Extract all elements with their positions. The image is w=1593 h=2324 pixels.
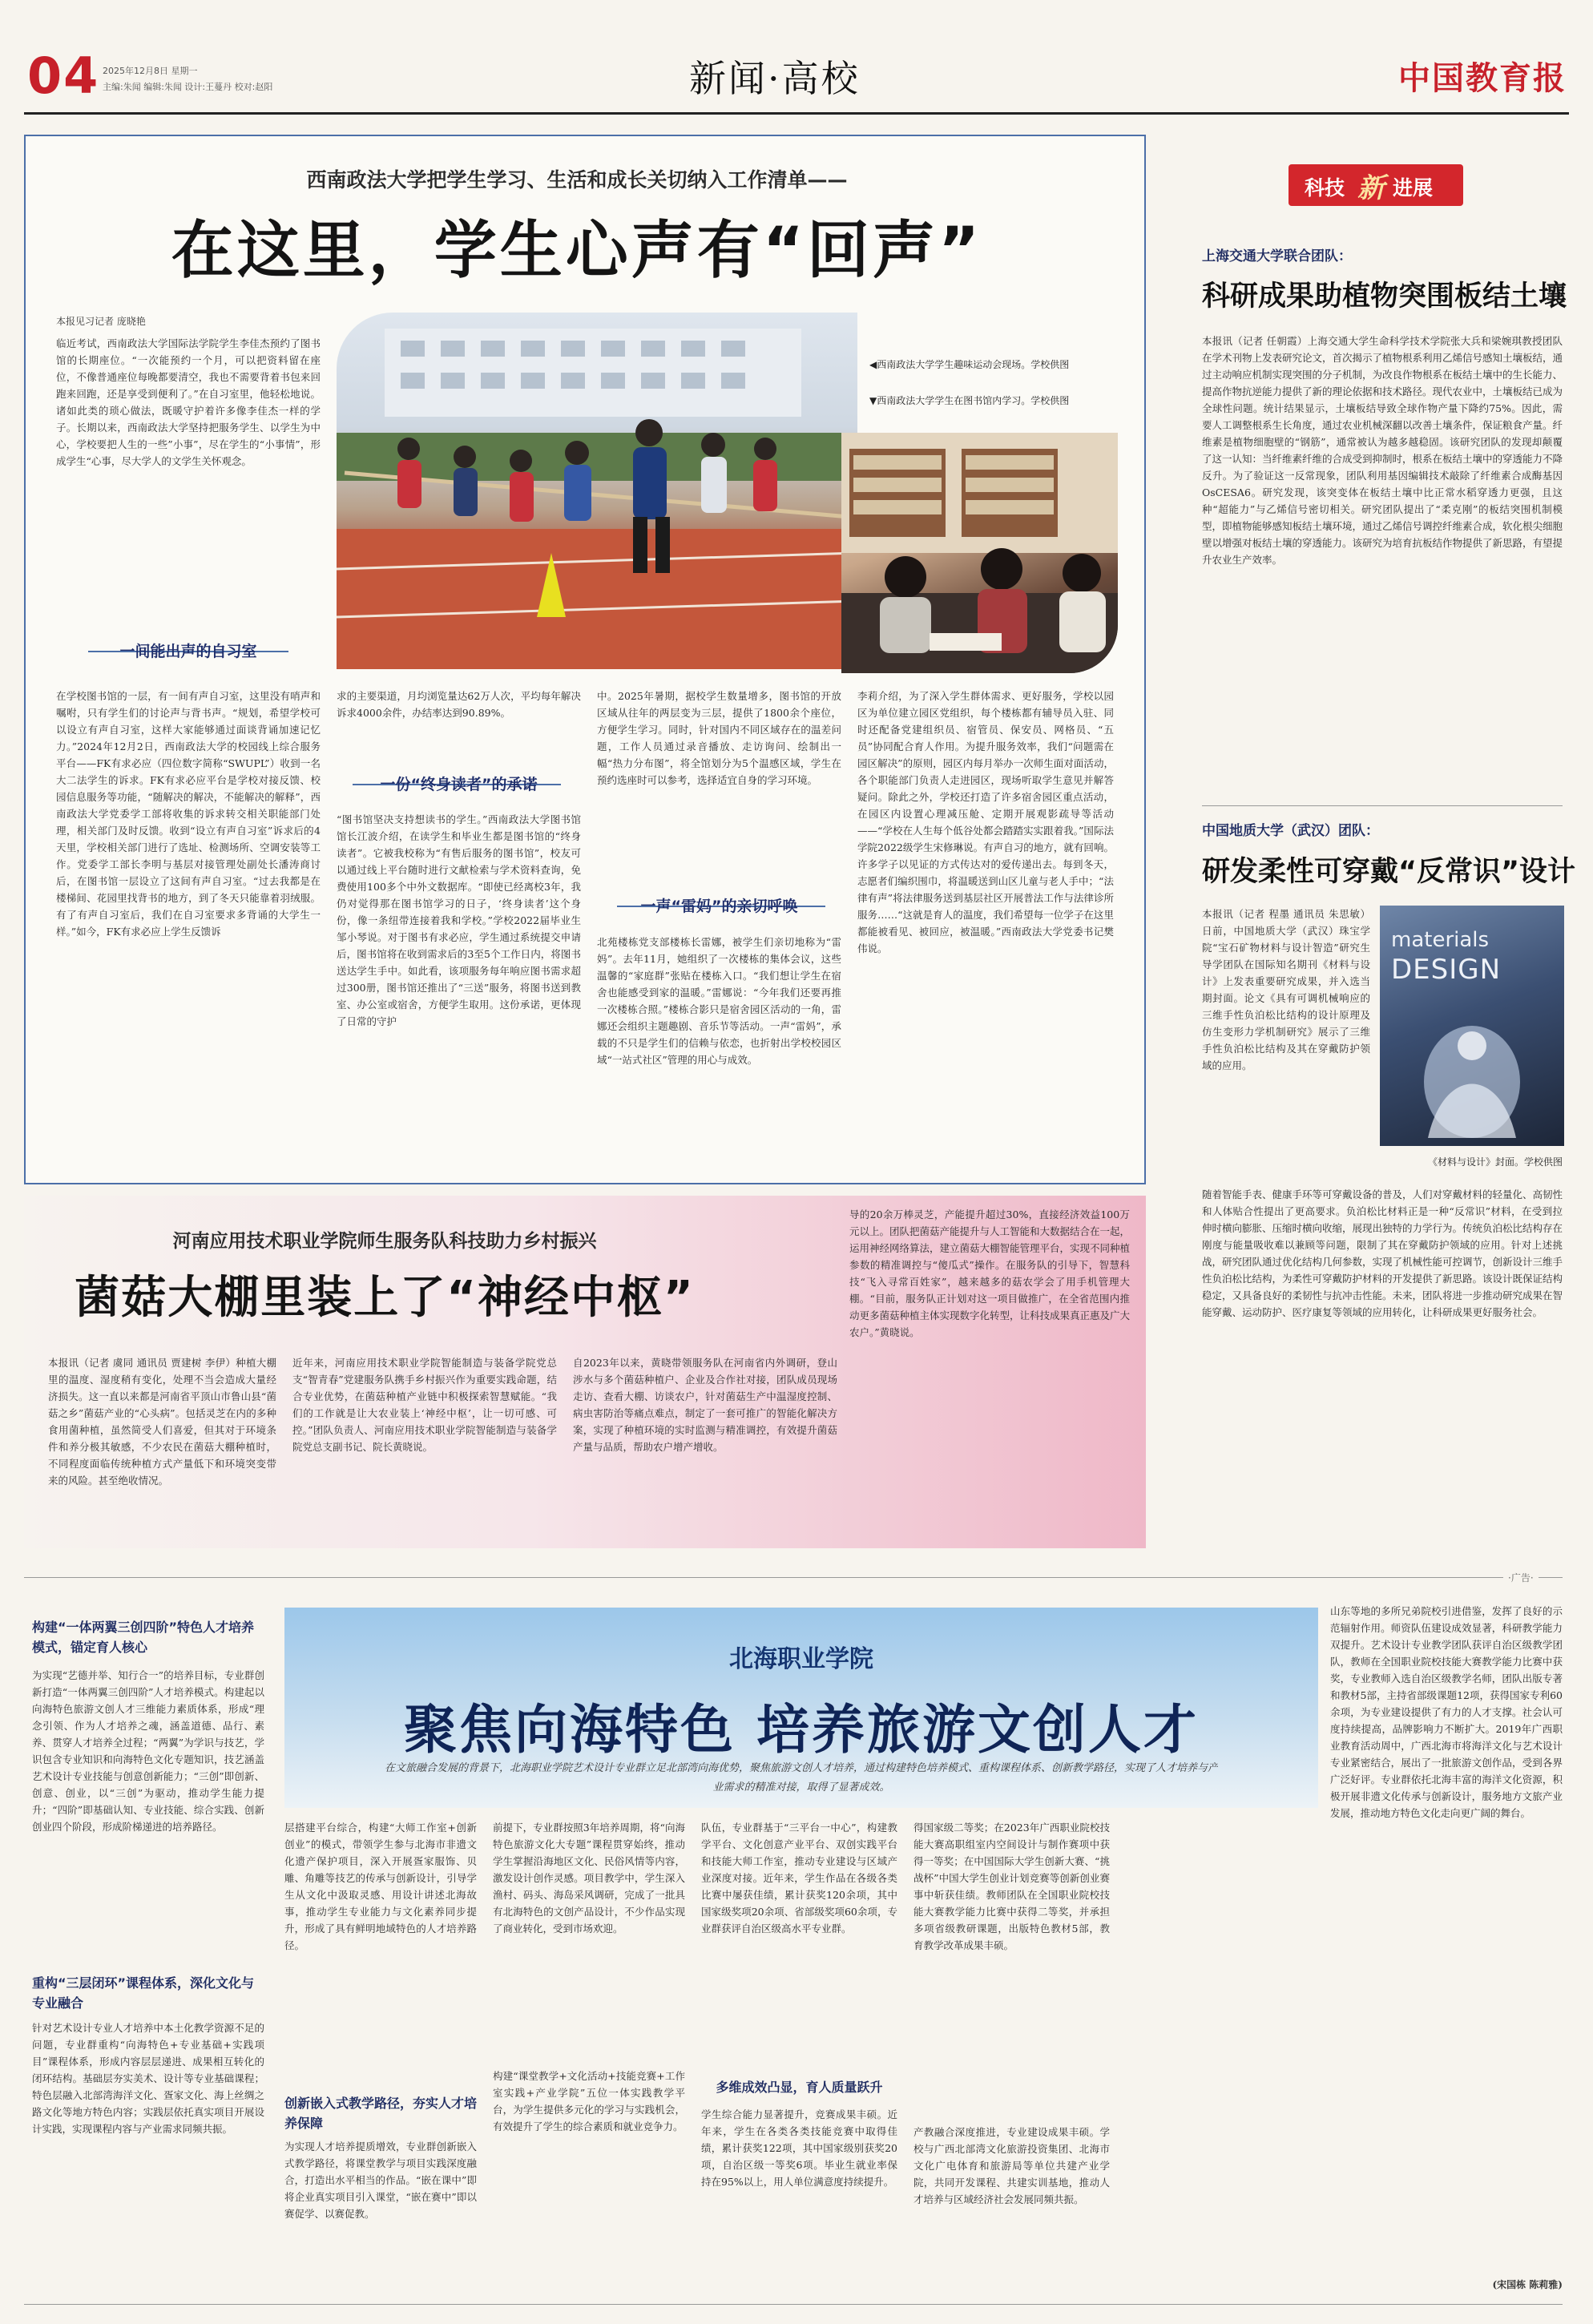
tech-progress-badge xyxy=(1289,164,1463,206)
article1-byline: 本报见习记者 庞晓艳 xyxy=(56,316,146,327)
ad-divider xyxy=(24,1577,1563,1578)
story1-kicker: 上海交通大学联合团队： xyxy=(1202,248,1352,264)
sports-day-illustration xyxy=(337,313,857,669)
story1-body: 本报讯（记者 任朝霞）上海交通大学生命科学技术学院张大兵和梁婉琪教授团队在学术刊物上发表研究论文，首次揭示了植物根系利用乙烯信号感知土壤板结，通过主动响应机制实现突围的分子机制，为改良作物根系在板结土壤中的生长能力、提高作物抗逆能力提供了新的理论依据和技术路径。现代农业中，土壤板结已成为全球性问题。统计结果显示，土壤板结导致全球作物产量下降约75%。因此，需要人工调整根系生长角度，通过农业机械深翻以改善土壤条件，保证粮食产量。纤维素是植物细胞壁的“钢筋”，通常被认为越多越稳固。该研究团队的发现却颠覆了这一认知：当纤维素纤维的合成受到抑制时，根系在板结土壤中的穿透能力不降反升。为了验证这一反常现象，团队利用基因编辑技术敲除了纤维素合成酶基因OsCESA6。研究发现，该突变体在板结土壤中比正常水稻穿透力更强，且这种“超能力”与乙烯信号密切相关。研究团队提出了“柔克刚”的板结突围机制模型，即植物能够感知板结土壤环境，通过乙烯信号调控纤维素合成，软化根尖细胞壁以增强对板结土壤的穿透能力。该研究为培育抗板结作物提供了新思路，有望提升农业生产效率。 xyxy=(1202,335,1563,566)
article1-headline: 在这里，学生心声有“回声” xyxy=(171,215,983,287)
article2-kicker: 河南应用技术职业学院师生服务队科技助力乡村振兴 xyxy=(172,1231,597,1252)
cover-title-line1: materials xyxy=(1391,928,1490,952)
article2-column3: 自2023年以来，黄晓带领服务队在河南省内外调研，登山涉水与多个菌菇种植户、企业及合作社对接，团队成员现场走访、查看大棚、访谈农户，针对菌菇生产中温湿度控制、病虫害防治等痛点难点，制定了一套可推广的智能化解决方案，实现了种植环境的实时监测与精准调控，有效提升菌菇产量与品质，帮助农户增产增收。 xyxy=(573,1357,837,1453)
section-title-lei-ma: 一声“雷妈”的亲切呼唤 xyxy=(640,898,798,915)
article3-column5-body2: 产教融合深度推进，专业建设成果丰硕。学校与广西北部湾文化旅游投资集团、北海市文化广电体育和旅游局等单位共建产业学院，共同开发课程、共建实训基地，推动人才培养与区域经济社会发展同频共振。 xyxy=(913,2126,1110,2205)
article3-left-title2: 重构“三层闭环”课程体系，深化文化与专业融合 xyxy=(32,1975,255,2011)
photo-caption-library: ▼西南政法大学学生在图书馆内学习。学校供图 xyxy=(869,395,1070,406)
sports-day-photo xyxy=(337,313,857,669)
badge-text-progress: 进展 xyxy=(1393,176,1434,200)
article3-column3-body2: 构建“课堂教学+文化活动+技能竞赛+工作室实践+产业学院”五位一体实践教学平台，为学生提供多元化的学习与实践机会，有效提升了学生的综合素质和就业竞争力。 xyxy=(493,2070,685,2132)
story2-headline: 研发柔性可穿戴“反常识”设计 xyxy=(1202,856,1576,888)
journal-cover-caption: 《材料与设计》封面。学校供图 xyxy=(1427,1156,1563,1168)
article2-column2: 近年来，河南应用技术职业学院智能制造与装备学院党总支“智青春”党建服务队携手乡村振兴作为重要实践命题，结合专业优势，在菌菇种植产业链中积极探索智慧赋能。“我们的工作就是让大农业装上‘神经中枢’，让一切可感、可控。”团队负责人、河南应用技术职业学院智能制造与装备学院党总支副书记、院长黄晓说。 xyxy=(292,1357,557,1453)
article3-school-name: 北海职业学院 xyxy=(729,1645,873,1673)
badge-text-new: 新 xyxy=(1357,172,1385,204)
story-divider xyxy=(1202,805,1563,806)
library-illustration xyxy=(841,433,1118,673)
article1-column3b: 北苑楼栋党支部楼栋长雷娜，被学生们亲切地称为“雷妈”。去年11月，她组织了一次楼栋的集体会议，这些温馨的“家庭群”张贴在楼栋入口。“我们想让学生在宿舍也能感受到家的温暖。”雷娜说：“今年我们还要再推一次楼栋合照。”楼栋合影只是宿舍园区活动的一角，雷娜还会组织主题趣剧、音乐节等活动。一声“雷妈”，承载的不只是学生们的信赖与依恋，也折射出学校校园区域“一站式社区”管理的用心与成效。 xyxy=(597,936,841,1066)
cover-title-line2: DESIGN xyxy=(1391,954,1502,986)
edition-title: 新闻·高校 xyxy=(689,57,861,100)
masthead-logo: 中国教育报 xyxy=(1398,59,1567,97)
article3-intro: 在文旅融合发展的背景下，北海职业学院艺术设计专业群立足北部湾向海优势，聚焦旅游文创人才培养，通过构建特色培养模式、重构课程体系、创新教学路径，实现了人才培养与产业需求的精准对接，取得了显著成效。 xyxy=(385,1762,1218,1793)
article1-column4: 李莉介绍，为了深入学生群体需求、更好服务，学校以园区为单位建立园区党组织，每个楼栋都有辅导员入驻、同时还配备党建组织员、宿管员、保安员、网格员、“五员”协同配合育人作用。为提升服务效率，我们“问题需在园区解决”的原则，园区内每月举办一次师生面对面活动，各个职能部门负责人走进园区，现场听取学生意见并解答疑问。除此之外，学校还打造了许多宿舍园区重点活动，在园区内设置心理减压舱、定期开展观影疏导等活动——“学校在人生每个低谷处都会踏踏实实跟着我。”国际法学院2022级学生宋修琳说。有声自习的地方，就有回响。许多学子以见证的方式传达对的爱传递出去。每到冬天，志愿者们编织围巾，将温暖送到山区儿童与老人手中；“法律有声”将法律服务送到基层社区开展普法工作与法律诊所服务……“这就是育人的温度，我们希望每一位学子在这里都能被看见、被回应，被温暖。”西南政法大学党委书记樊伟说。 xyxy=(857,690,1114,954)
story2-body-left: 本报讯（记者 程墨 通讯员 朱思敏）日前，中国地质大学（武汉）珠宝学院“宝石矿物材料与设计智造”研究生导学团队在国际知名期刊《材料与设计》上发表重要研究成果，并入选当期封面。论文《具有可调机械响应的三维手性负泊松比结构的设计原理及仿生变形力学机制研究》展示了三维手性负泊松比结构及其在穿戴防护领域的应用。 xyxy=(1202,908,1370,1071)
article3-left-body2: 针对艺术设计专业人才培养中本土化教学资源不足的问题，专业群重构“向海特色+专业基础+实践项目”课程体系，形成内容层层递进、成果相互转化的闭环结构。基础层夯实美术、设计等专业基础课程；特色层融入北部湾海洋文化、疍家文化、海上丝绸之路文化等地方特色内容；实践层依托真实项目开展设计实践，实现课程内容与产业需求同频共振。 xyxy=(32,2022,264,2135)
story2-kicker: 中国地质大学（武汉）团队： xyxy=(1202,823,1379,839)
footer-rule xyxy=(24,2304,1563,2305)
section-title-study-room: 一间能出声的自习室 xyxy=(119,643,257,660)
date-line: 2025年12月8日 星期一 xyxy=(103,66,198,76)
staff-line: 主编:朱闻 编辑:朱闻 设计:王蔓丹 校对:赵阳 xyxy=(103,82,273,92)
badge-text-tech: 科技 xyxy=(1305,176,1345,200)
article3-column2-body2: 为实现人才培养提质增效，专业群创新嵌入式教学路径，将课堂教学与项目实践深度融合，打造出水平相当的作品。“嵌在课中”即将企业真实项目引入课堂，“嵌在赛中”即以赛促学、以赛促教。 xyxy=(284,2140,477,2220)
article1-column1: 在学校图书馆的一层，有一间有声自习室，这里没有哨声和嘱咐，只有学生们的讨论声与背书声。“规划，希望学校可以设立有声自习室，这样大家能够通过面谈背诵加速记忆力。”2024年12月2日，西南政法大学的校园线上综合服务平台——FK有求必应（四位数字简称“SWUPL”）收到一名大二法学生的诉求。FK有求必应平台是学校对接反馈、校园信息服务等功能，“随解决的解决，不能解决的解释”，西南政法大学党委学工部将收集的诉求转交相关职能部门处理，相关部门及时反馈。收到“设立有声自习室”诉求后的4天里，学校相关部门进行了选址、检测场所、空调安装等工作。党委学工部长李明与基层对接管理处副处长潘涛商讨后，在图书馆一层设立了这间有声自习室。“过去我都是在楼梯间、花园里找背书的地方，到了冬天只能靠着羽绒服。有了有声自习室后，我们在自习室要求多背诵的大学生一样。”如今，FK有求必应上学生反馈诉 xyxy=(56,690,321,938)
article1-lead: 临近考试，西南政法大学国际法学院学生李佳杰预约了图书馆的长期座位。“一次能预约一个月，可以把资料留在座位，不像普通座位每晚都要清空，我也不需要背着书包来回跑来回跑，还是享受到便利了。”在自习室里，他轻松地说。诸如此类的琐心做法，既暖守护着许多像李佳杰一样的学子。长期以来，西南政法大学坚持把服务学生、以学生为中心，学校要把人生的一些”小事”，尽在学生的“小事情”，形成学生“心事，尽大学人的文学生关怀观念。 xyxy=(56,337,321,467)
article3-column5-body: 得国家级二等奖；在2023年广西职业院校技能大赛高职组室内空间设计与制作赛项中获得一等奖；在中国国际大学生创新大赛、“挑战杯”中国大学生创业计划竞赛等创新创业赛事中斩获佳绩。教师团队在全国职业院校技能大赛教学能力比赛中获得二等奖，并承担多项省级教研课题，出版特色教材5部，教育教学改革成果丰硕。 xyxy=(913,1822,1110,1951)
article3-headline: 聚焦向海特色 培养旅游文创人才 xyxy=(404,1699,1199,1761)
photo-caption-sports: ◀西南政法大学学生趣味运动会现场。学校供图 xyxy=(869,359,1070,370)
journal-cover-image xyxy=(1380,906,1564,1146)
article1-column2a: 求的主要渠道，月均浏览量达62万人次，平均每年解决诉求4000余件，办结率达到90.89%。 xyxy=(337,690,581,719)
article2-column1: 本报讯（记者 虞同 通讯员 贾建树 李伊）种植大棚里的温度、湿度稍有变化，处理不当会造成大量经济损失。这一直以来都是河南省平顶山市鲁山县“菌菇之乡”菌菇产业的“心头病”。包括灵芝在内的多种食用菌种植，虽然简受人们喜爱，但其对于环境条件和养分极其敏感，不少农民在菌菇大棚种植时，不同程度面临传统种植方式产量低下和环境突变带来的风险。甚至绝收情况。 xyxy=(48,1357,276,1487)
article3-signature: (宋国栋 陈莉雅) xyxy=(1492,2279,1563,2290)
article3-column4-title: 多维成效凸显，育人质量跃升 xyxy=(716,2080,883,2095)
article3-column2-title: 创新嵌入式教学路径，夯实人才培养保障 xyxy=(284,2096,478,2131)
article3-left-body: 为实现“艺德并举、知行合一”的培养目标，专业群创新打造“一体两翼三创四阶”人才培养模式。构建起以向海特色旅游文创人才三维能力素质体系，形成“理念引领、作为人才培养之魂，涵盖道德、品行、素养、贯穿人才培养全过程；“两翼”为学识与技艺，学识包含专业知识和向海特色文化专题知识，技艺涵盖艺术设计专业技能与创意创新能力；“三创”即创新、创意、创业，以“三创”为驱动，推动学生能力提升；“四阶”即基础认知、专业技能、综合实践、创新创业四个阶段，形成阶梯递进的培养路径。 xyxy=(32,1669,264,1833)
article3-left-title: 构建“一体两翼三创四阶”特色人才培养模式，锚定育人核心 xyxy=(32,1620,255,1655)
article2-column4: 导的20余万棒灵芝，产能提升超过30%，直接经济效益100万元以上。团队把菌菇产能提升与人工智能和大数据结合在一起，运用神经网络算法，建立菌菇大棚智能管理平台，实现不同种植参数的精准调控与“傻瓜式”操作。在服务队的引导下，智慧科技“飞入寻常百姓家”，越来越多的菇农学会了用手机管理大棚。“目前，服务队正计划对这一项目做推广，在全省范围内推动更多菌菇种植主体实现数字化转型，让科技成果真正惠及广大农户。”黄晓说。 xyxy=(849,1208,1130,1338)
article1-kicker: 西南政法大学把学生学习、生活和成长关切纳入工作清单—— xyxy=(306,168,848,192)
article3-column4-body: 队伍，专业群基于“三平台一中心”，构建教学平台、文化创意产业平台、双创实践平台和技能大师工作室，推动专业建设与区域产业深度对接。近年来，学生作品在各级各类比赛中屡获佳绩，累计获奖120余项，其中国家级奖项20余项、省部级奖项60余项，专业群获评自治区级高水平专业群。 xyxy=(701,1822,897,1935)
cover-figure-graphic xyxy=(1380,1002,1564,1146)
ad-label: ·广告· xyxy=(1503,1571,1539,1584)
article3-column2-body: 层搭建平台综合，构建“大师工作室+创新创业”的模式，带领学生参与北海市非遗文化遗产保护项目，深入开展疍家服饰、贝雕、角雕等技艺的传承与创新设计，引导学生从文化中汲取灵感、用设计讲述北海故事，推动学生专业能力与文化素养同步提升，形成了具有鲜明地域特色的人才培养路径。 xyxy=(284,1822,477,1951)
section-title-lifelong-reader: 一份“终身读者”的承诺 xyxy=(380,776,538,793)
article1-column3a: 中。2025年暑期，据校学生数量增多，图书馆的开放区域从往年的两层变为三层，提供了1800余个座位，方便学生学习。同时，针对国内不同区域存在的温差问题，工作人员通过录音播放、走访询问、绘制出一幅“热力分布图”，将全馆划分为5个温感区域，学生在预约选座时可以参考，选择适宜自身的学习环境。 xyxy=(597,690,841,786)
page-number: 04 xyxy=(27,46,100,105)
story2-body-bottom: 随着智能手表、健康手环等可穿戴设备的普及，人们对穿戴材料的轻量化、高韧性和人体贴合性提出了更高要求。负泊松比材料正是一种“反常识”材料，在受到拉伸时横向膨胀、压缩时横向收缩，展现出独特的力学行为。传统负泊松比结构存在刚度与能量吸收难以兼顾等问题，限制了其在穿戴防护领域的应用。针对上述挑战，研究团队通过优化结构几何参数，实现了机械性能可控调节，创新设计三维手性负泊松比结构，为柔性可穿戴防护材料的开发提供了新思路。该设计既保证结构稳定，又具备良好的柔韧性与抗冲击性能。未来，团队将进一步推动研究成果在智能穿戴、运动防护、医疗康复等领域的应用转化，让科研成果更好服务社会。 xyxy=(1202,1188,1563,1318)
article3-column3-body: 前提下，专业群按照3年培养周期，将“向海特色旅游文化大专题”课程贯穿始终，推动学生掌握沿海地区文化、民俗风情等内容，激发设计创作灵感。项目教学中，学生深入渔村、码头、海岛采风调研，完成了一批具有北海特色的文创产品设计，不少作品实现了商业转化，受到市场欢迎。 xyxy=(493,1822,685,1935)
article3-right-body: 山东等地的多所兄弟院校引进借鉴，发挥了良好的示范辐射作用。师资队伍建设成效显著，科研教学能力双提升。艺术设计专业教学团队获评自治区级教学团队，教师在全国职业院校技能大赛教学能力比赛中获奖，专业教师入选自治区级教学名师，团队出版专著和教材5部，主持省部级课题12项，获得国家专利60余项，为专业建设提供了有力的人才支撑。社会认可度持续提高，品牌影响力不断扩大。2019年广西职业教育活动周中，广西北海市将海洋文化与艺术设计专业紧密结合，展出了一批旅游文创作品，受到各界广泛好评。专业群依托北海丰富的海洋文化资源，积极开展非遗文化传承与创新设计，服务地方文旅产业发展，推动地方特色文化走向更广阔的舞台。 xyxy=(1330,1605,1563,1819)
story1-headline: 科研成果助植物突围板结土壤 xyxy=(1202,280,1567,313)
article2-headline: 菌菇大棚里装上了“神经中枢” xyxy=(75,1272,695,1324)
header-rule xyxy=(24,112,1569,115)
article1-column2b: “图书馆坚决支持想读书的学生。”西南政法大学图书馆馆长江波介绍，在读学生和毕业生都是图书馆的“终身读者”。它被我校称为“有售后服务的图书馆”，校友可以通过线上平台随时进行文献检索与学术资料查询，免费使用100多个中外文数据库。“即使已经离校3年，我仍对觉得那在图书馆学习的日子，‘终身读者’这个身份，像一条纽带连接着我和学校。”学校2022届毕业生邹小琴说。对于图书有求必应，学生通过系统提交申请后，图书馆将在收到需求后的3至5个工作日内，将图书送达学生手中。如此看，该项服务每年响应图书需求超过300册，图书馆还推出了“三送”服务，将图书送到教室、办公室或宿舍，方便学生取用。这份承诺，更体现了日常的守护 xyxy=(337,813,581,1027)
library-photo xyxy=(841,433,1118,673)
article3-column4-body2: 学生综合能力显著提升，竞赛成果丰硕。近年来，学生在各类各类技能竞赛中取得佳绩，累计获奖122项，其中国家级别获奖20项，自治区级一等奖6项。毕业生就业率保持在95%以上，用人单位满意度持续提升。 xyxy=(701,2108,897,2188)
